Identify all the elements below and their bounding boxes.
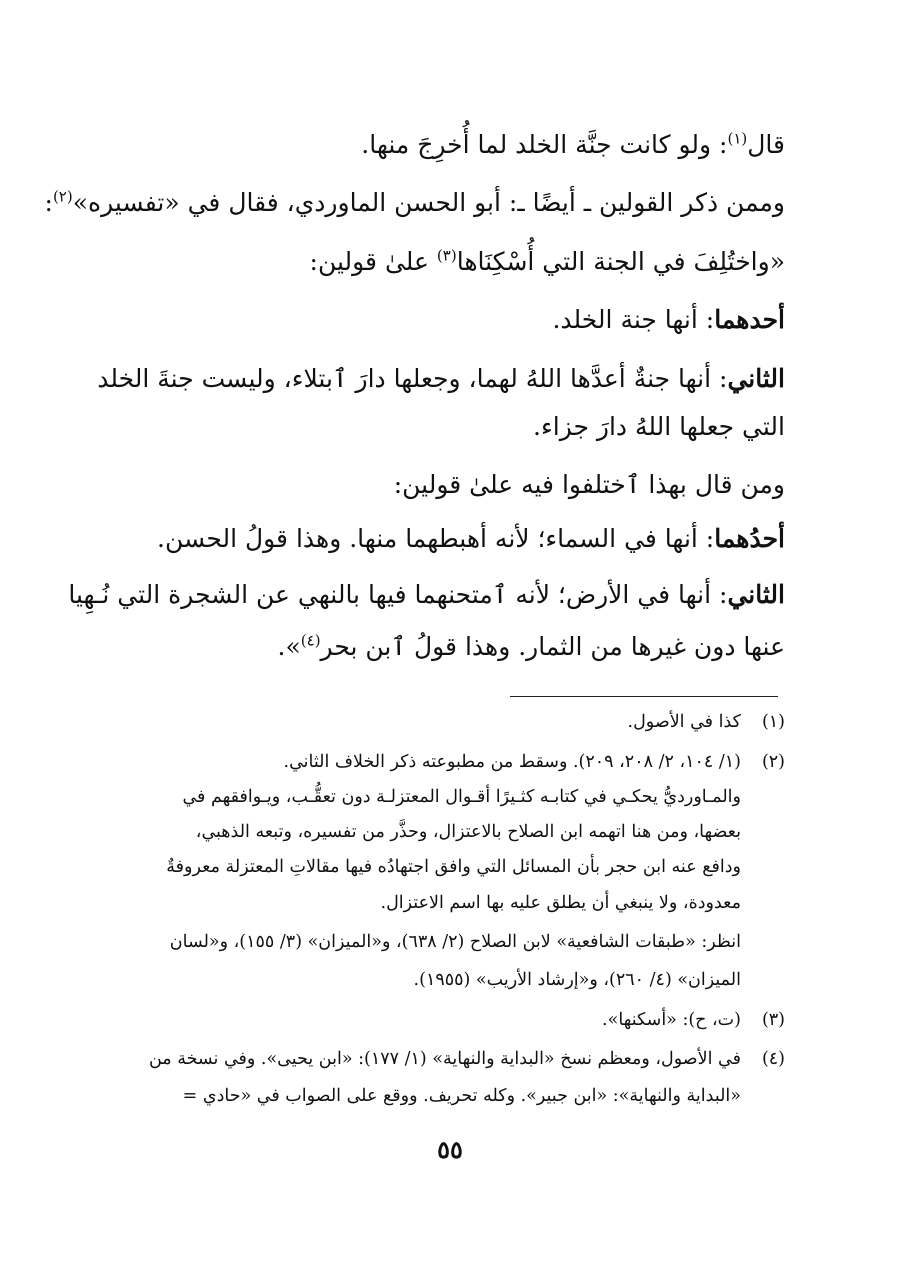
footnote-4-number: (٤) (761, 1049, 785, 1069)
p7-rest: : أنها في السماء؛ لأنه أهبطهما منها. وهذا قولُ الحسن. (157, 524, 715, 553)
paragraph-1 (115, 130, 785, 159)
p5-line2: التي جعلها اللهُ دارَ جزاء. (533, 412, 785, 441)
footnote-ref-3[interactable]: (٣) (436, 246, 457, 265)
footnote-2-l7: الميزان» (٤/ ٢٦٠)، و«إرشاد الأريب» (١٩٥٥). (413, 970, 741, 990)
footnote-ref-4[interactable]: (٤) (300, 631, 321, 650)
footnote-4-text: في الأصول، ومعظم نسخ «البداية والنهاية» (١/ ١٧٧): «ابن يحيى». وفي نسخة من (148, 1049, 741, 1069)
footnote-2-line-5 (115, 893, 785, 913)
paragraph-4 (115, 305, 785, 334)
p8-rest: : أنها في الأرض؛ لأنه ٱمتحنهما فيها بالنهي عن الشجرة التي نُـهِيا (68, 580, 728, 609)
footnote-2-line-6 (115, 932, 785, 952)
p8-line2a: عنها دون غيرها من الثمار. وهذا قولُ ٱبن بحر (320, 632, 785, 661)
p2-text-a: وممن ذكر القولين ـ أيضًا ـ: أبو الحسن الماوردي، فقال في «تفسيره» (72, 188, 785, 217)
p5-lead: الثاني (727, 364, 785, 393)
paragraph-7 (115, 524, 785, 553)
footnote-3 (115, 1010, 785, 1030)
footnote-2-l6: انظر: «طبقات الشافعية» لابن الصلاح (٢/ ٦٣٨)، و«الميزان» (٣/ ١٥٥)، و«لسان (169, 932, 741, 952)
p3-text-a: «واختُلِفَ في الجنة التي أُسْكِنَاها (456, 247, 785, 276)
p8-lead: الثاني (727, 580, 785, 609)
p6-text: ومن قال بهذا ٱختلفوا فيه علىٰ قولين: (393, 470, 785, 499)
footnote-4-line-2 (115, 1086, 785, 1106)
footnote-4 (115, 1049, 785, 1069)
footnote-ref-2[interactable]: (٢) (52, 187, 73, 206)
footnote-1-text: كذا في الأصول. (627, 712, 741, 732)
footnote-2 (115, 752, 785, 772)
page-number: ٥٥ (437, 1135, 463, 1164)
footnote-2-line-7 (115, 970, 785, 990)
footnote-separator (510, 696, 778, 697)
p4-rest: : أنها جنة الخلد. (552, 305, 715, 334)
paragraph-5-line-1 (97, 364, 785, 393)
paragraph-6 (115, 470, 785, 499)
footnote-2-line-2 (115, 787, 785, 807)
paragraph-5-line-2 (115, 412, 785, 441)
footnote-2-line-3 (115, 822, 785, 842)
p4-lead: أحدهما (714, 305, 785, 334)
footnote-3-text: (ت، ح): «أسكنها». (602, 1010, 741, 1030)
p1-text-a: قال (747, 130, 785, 159)
footnote-2-number: (٢) (761, 752, 785, 772)
footnote-ref-1[interactable]: (١) (727, 129, 748, 148)
footnote-2-l2: والمـاورديُّ يحكـي في كتابـه كثـيرًا أقـوال المعتزلـة دون تعقُّـب، ويـوافقهم في (182, 787, 741, 807)
footnote-3-number: (٣) (761, 1010, 785, 1030)
p1-text-b: : ولو كانت جنَّة الخلد لما أُخرِجَ منها. (361, 130, 728, 159)
footnote-4-l2: «البداية والنهاية»: «ابن جبير». وكله تحريف. ووقع على الصواب في «حادي = (182, 1086, 741, 1106)
footnote-1-number: (١) (761, 712, 785, 732)
paragraph-3 (115, 247, 785, 276)
p3-text-b: علىٰ قولين: (309, 247, 437, 276)
p8-line2b: ». (277, 632, 301, 661)
footnote-2-line-4 (115, 857, 785, 877)
p2-text-b: : (44, 188, 53, 217)
footnote-2-l4: ودافع عنه ابن حجر بأن المسائل التي وافق اجتهادُه فيها مقالاتِ المعتزلة معروفةٌ (166, 857, 741, 877)
footnote-2-text: (١/ ١٠٤، ٢/ ٢٠٨، ٢٠٩). وسقط من مطبوعته ذكر الخلاف الثاني. (283, 752, 741, 772)
footnote-1 (115, 712, 785, 732)
paragraph-8-line-1 (68, 580, 785, 609)
p7-lead: أحدُهما (714, 524, 785, 553)
paragraph-2 (44, 187, 785, 217)
footnote-2-l5: معدودة، ولا ينبغي أن يطلق عليه بها اسم الاعتزال. (380, 893, 741, 913)
footnote-2-l3: بعضها، ومن هنا اتهمه ابن الصلاح بالاعتزال، وحذَّر من تفسيره، وتبعه الذهبي، (195, 822, 741, 842)
paragraph-8-line-2 (115, 632, 785, 661)
p5-rest: : أنها جنةٌ أعدَّها اللهُ لهما، وجعلها دارَ ٱبتلاء، وليست جنةَ الخلد (97, 364, 728, 393)
